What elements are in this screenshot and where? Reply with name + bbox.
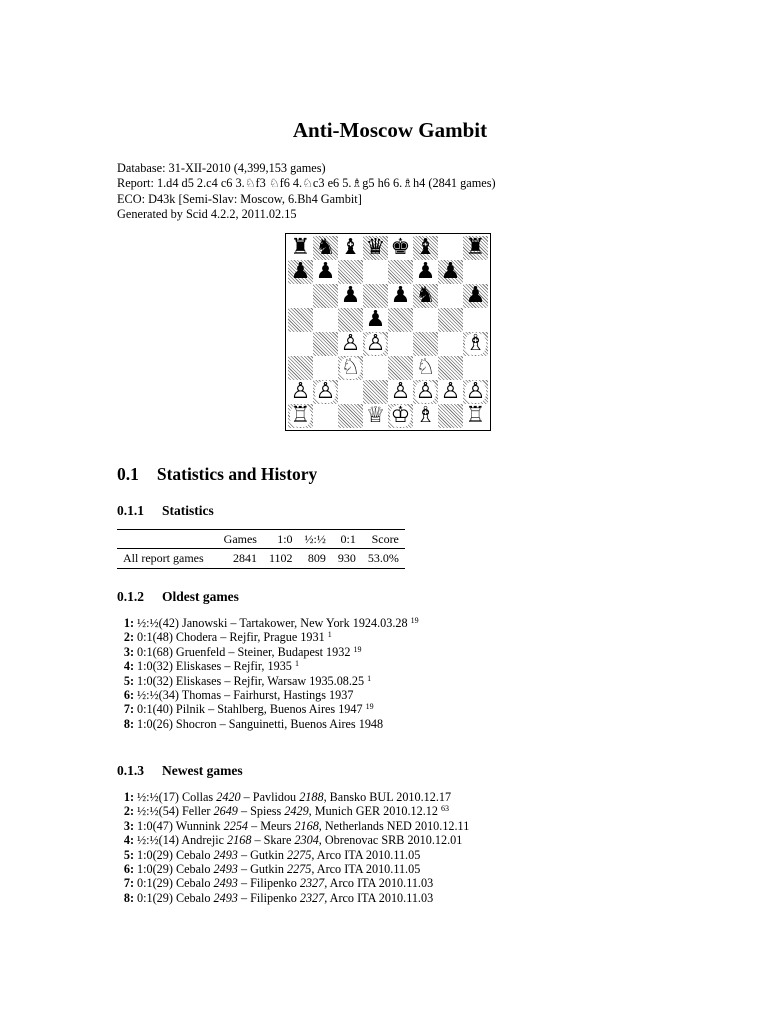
board-square [313,404,338,428]
table-cell: 53.0% [367,551,399,565]
game-text: 0:1(40) Pilnik – Stahlberg, Buenos Aires 1947 [137,702,363,717]
black-player: Filipenko [250,890,297,905]
oldest-games-list [117,616,419,731]
black-elo: 2327 [299,890,325,905]
white-player: Feller [182,804,211,819]
game-footnote: 19 [353,644,362,654]
black-bishop-icon: ♝ [415,236,436,260]
white-pawn-icon: ♙ [440,380,461,404]
list-item: 5: 1:0(29) Cebalo 2493 – Gutkin 2275, Arco ITA 2010.11.05 [117,848,469,862]
report-line [117,176,496,191]
game-result: 1:0(29) [137,847,176,862]
black-pawn-icon: ♟ [365,308,386,332]
board-square [288,236,313,260]
list-item: 3: 1:0(47) Wunnink 2254 – Meurs 2168, Netherlands NED 2010.12.11 [117,819,469,833]
game-result: ½:½(17) [137,790,183,804]
game-text: 0:1(48) Chodera – Rejfir, Prague 1931 [137,630,325,645]
report-move: h4 (2841 games) [413,176,496,191]
statistics-table [117,529,405,569]
black-king-icon: ♚ [390,236,411,260]
black-elo: 2304 [294,833,319,848]
game-index: 8: [123,890,134,905]
game-event: , Arco ITA 2010.11.03 [324,890,434,905]
table-header [117,530,218,549]
report-move: f6 4. [279,176,303,191]
black-pawn-icon: ♟ [465,284,486,308]
board-square [338,332,363,356]
list-item [117,659,419,673]
board-square [438,404,463,428]
white-pawn-icon: ♙ [290,380,311,404]
black-elo: 2188 [299,790,324,804]
white-pawn-icon: ♙ [365,332,386,356]
subsection-heading-newest-games [117,763,243,779]
game-result: ½:½(54) [137,804,183,819]
game-footnote: 63 [441,804,450,814]
report-move: c3 e6 5. [312,176,352,191]
black-player: Spiess [250,804,282,819]
black-elo: 2327 [299,876,325,891]
board-square [338,404,363,428]
board-square [313,356,338,380]
board-square [438,308,463,332]
board-square [338,284,363,308]
board-square [363,236,388,260]
white-elo: 2493 [213,862,238,877]
game-index: 3: [123,818,134,833]
table-cell: 1102 [268,551,293,565]
black-knight-icon: ♞ [415,284,436,308]
knight-figurine-icon: ♘ [302,176,313,191]
board-square [463,260,488,284]
board-square [463,404,488,428]
white-rook-icon: ♖ [290,404,311,428]
board-square [388,308,413,332]
white-elo: 2493 [213,847,238,862]
section-number: 0.1.1 [117,503,144,518]
board-grid [288,236,488,428]
white-elo: 2420 [216,790,241,804]
white-pawn-icon: ♙ [415,380,436,404]
knight-figurine-icon: ♘ [268,176,280,191]
black-elo: 2429 [284,804,309,819]
game-text: 1:0(32) Eliskases – Rejfir, 1935 [137,659,292,674]
game-footnote: 1 [294,659,299,669]
report-metadata [117,161,496,223]
list-item: 7: 0:1(29) Cebalo 2493 – Filipenko 2327, Arco ITA 2010.11.03 [117,876,469,890]
board-square [413,356,438,380]
board-square [463,308,488,332]
game-footnote: 1 [327,630,332,640]
list-item: 2: ½:½(54) Feller 2649 – Spiess 2429, Munich GER 2010.12.12 $^{63}$ [117,804,469,818]
board-square [438,284,463,308]
game-footnote: 19 [410,616,419,625]
board-square [438,260,463,284]
black-rook-icon: ♜ [290,236,311,260]
white-elo: 2168 [227,833,252,848]
game-result: 1:0(47) [137,818,176,833]
game-event: , Arco ITA 2010.11.05 [311,862,421,877]
list-item [117,630,419,644]
board-square [313,284,338,308]
list-item: 1: ½:½(17) Collas 2420 – Pavlidou 2188, Bansko BUL 2010.12.17 [117,790,469,804]
list-item [117,616,419,630]
table-header: Games [223,532,257,546]
board-square [388,260,413,284]
chess-board [285,233,491,431]
black-elo: 2168 [294,818,319,833]
board-square [363,260,388,284]
white-elo: 2493 [213,876,238,891]
table-cell: 2841 [232,551,257,565]
black-pawn-icon: ♟ [290,260,311,284]
game-event: , Obrenovac SRB 2010.12.01 [318,833,463,848]
black-player: Gutkin [250,862,284,877]
table-header: 0:1 [340,532,356,546]
board-square [388,380,413,404]
white-player: Cebalo [175,876,211,891]
board-square [363,356,388,380]
board-square [338,236,363,260]
board-square [313,332,338,356]
white-bishop-icon: ♗ [465,332,486,356]
board-square [363,308,388,332]
game-index: 4: [123,833,134,848]
game-text: 0:1(68) Gruenfeld – Steiner, Budapest 1932 [137,644,351,659]
white-elo: 2254 [223,818,249,833]
white-pawn-icon: ♙ [465,380,486,404]
white-player: Collas [182,790,214,804]
game-index: 4: [123,659,134,674]
white-player: Wunnink [175,818,221,833]
black-player: Gutkin [250,847,284,862]
list-item [117,674,419,688]
knight-figurine-icon: ♘ [244,176,256,191]
report-move: f3 [255,176,269,191]
game-text: 1:0(26) Shocron – Sanguinetti, Buenos Aires 1948 [137,716,384,731]
black-player: Meurs [260,818,292,833]
game-index: 3: [123,644,134,659]
report-prefix: Report: 1.d4 d5 2.c4 c6 3. [117,176,245,191]
white-bishop-icon: ♗ [415,404,436,428]
bishop-figurine-icon: ♗ [402,176,413,191]
list-item [117,645,419,659]
page-title: Anti-Moscow Gambit [292,118,488,142]
list-item: 6: 1:0(29) Cebalo 2493 – Gutkin 2275, Arco ITA 2010.11.05 [117,862,469,876]
database-line: Database: 31-XII-2010 (4,399,153 games) [117,161,326,175]
black-player: Skare [263,833,292,848]
board-square [288,356,313,380]
white-pawn-icon: ♙ [340,332,361,356]
board-square [313,236,338,260]
table-cell: 809 [307,551,326,565]
white-player: Cebalo [175,862,211,877]
white-rook-icon: ♖ [465,404,486,428]
game-index: 8: [123,716,134,731]
black-pawn-icon: ♟ [440,260,461,284]
board-square [463,332,488,356]
black-knight-icon: ♞ [315,236,336,260]
white-pawn-icon: ♙ [390,380,411,404]
game-footnote: 19 [365,702,374,712]
board-square [438,332,463,356]
board-square [338,380,363,404]
section-label: Statistics [162,503,214,518]
generated-line: Generated by Scid 4.2.2, 2011.02.15 [117,207,297,222]
board-square [438,356,463,380]
game-event: , Netherlands NED 2010.12.11 [318,818,470,833]
game-event: , Munich GER 2010.12.12 [308,804,438,819]
board-square [288,308,313,332]
board-square [413,308,438,332]
eco-line: ECO: D43k [Semi-Slav: Moscow, 6.Bh4 Gambit] [117,191,362,206]
game-result: 0:1(29) [137,890,176,905]
game-event: , Arco ITA 2010.11.03 [324,876,434,891]
section-heading-statistics-history [117,464,317,485]
board-square [388,332,413,356]
white-elo: 2649 [213,804,238,819]
section-number: 0.1.2 [117,589,144,604]
newest-games-list [117,790,469,905]
table-row [117,549,405,569]
list-item: 4: ½:½(14) Andrejic 2168 – Skare 2304, Obrenovac SRB 2010.12.01 [117,833,469,847]
section-label: Oldest games [162,589,239,604]
game-index: 6: [123,688,134,703]
list-item: 8: 0:1(29) Cebalo 2493 – Filipenko 2327, Arco ITA 2010.11.03 [117,891,469,905]
board-square [413,260,438,284]
bishop-figurine-icon: ♗ [351,176,363,191]
board-square [288,284,313,308]
table-header-row [117,530,405,549]
board-square [388,404,413,428]
board-square [413,284,438,308]
board-square [463,380,488,404]
list-item [117,702,419,716]
board-square [313,380,338,404]
board-square [413,332,438,356]
board-square [363,380,388,404]
table-cell: All report games [123,551,204,565]
game-index: 1: [123,616,134,630]
game-result: ½:½(14) [137,833,182,848]
black-pawn-icon: ♟ [390,284,411,308]
table-header: Score [371,532,399,546]
white-player: Cebalo [175,890,211,905]
table-cell: 930 [337,551,356,565]
board-square [413,380,438,404]
game-event: , Arco ITA 2010.11.05 [311,847,421,862]
board-square [363,404,388,428]
white-knight-icon: ♘ [415,356,436,380]
game-result: 1:0(29) [137,862,176,877]
white-player: Andrejic [181,833,224,848]
black-rook-icon: ♜ [465,236,486,260]
black-queen-icon: ♛ [365,236,386,260]
section-number: 0.1.3 [117,763,144,778]
white-king-icon: ♔ [390,404,411,428]
black-pawn-icon: ♟ [340,284,361,308]
table-header: 1:0 [277,532,293,546]
board-square [288,404,313,428]
board-square [438,236,463,260]
board-square [338,356,363,380]
game-index: 7: [123,876,134,891]
game-footnote: 1 [367,673,372,683]
board-square [363,284,388,308]
board-square [438,380,463,404]
subsection-heading-oldest-games [117,589,239,605]
game-text: 1:0(32) Eliskases – Rejfir, Warsaw 1935.08.25 [137,673,365,688]
board-square [388,284,413,308]
board-square [363,332,388,356]
table-header: ½:½ [304,532,326,546]
board-square [463,236,488,260]
subsection-heading-statistics [117,503,214,519]
white-knight-icon: ♘ [340,356,361,380]
report-move: g5 h6 6. [362,176,403,191]
black-pawn-icon: ♟ [315,260,336,284]
board-square [338,260,363,284]
list-item [117,717,419,731]
board-square [288,260,313,284]
board-square [388,236,413,260]
board-square [313,260,338,284]
game-index: 5: [123,673,134,688]
board-square [413,404,438,428]
black-pawn-icon: ♟ [415,260,436,284]
black-bishop-icon: ♝ [340,236,361,260]
game-index: 1: [123,790,134,804]
black-player: Filipenko [250,876,297,891]
board-square [388,356,413,380]
section-label: Statistics and History [156,464,318,484]
game-index: 7: [123,702,134,717]
black-elo: 2275 [286,847,312,862]
game-event: , Bansko BUL 2010.12.17 [323,790,452,804]
white-elo: 2493 [213,890,238,905]
board-square [288,332,313,356]
list-item [117,688,419,702]
board-square [313,308,338,332]
game-text: ½:½(34) Thomas – Fairhurst, Hastings 1937 [137,688,354,703]
board-square [413,236,438,260]
white-player: Cebalo [175,847,211,862]
game-index: 5: [123,847,134,862]
board-square [463,284,488,308]
section-number: 0.1 [117,464,139,484]
white-queen-icon: ♕ [365,404,386,428]
board-square [288,380,313,404]
game-index: 2: [123,630,134,645]
black-player: Pavlidou [252,790,297,804]
white-pawn-icon: ♙ [315,380,336,404]
board-square [463,356,488,380]
game-index: 2: [123,804,134,819]
board-square [338,308,363,332]
game-text: ½:½(42) Janowski – Tartakower, New York 1924.03.28 [137,616,408,630]
game-index: 6: [123,862,134,877]
black-elo: 2275 [286,862,312,877]
section-label: Newest games [162,763,243,778]
game-result: 0:1(29) [137,876,176,891]
